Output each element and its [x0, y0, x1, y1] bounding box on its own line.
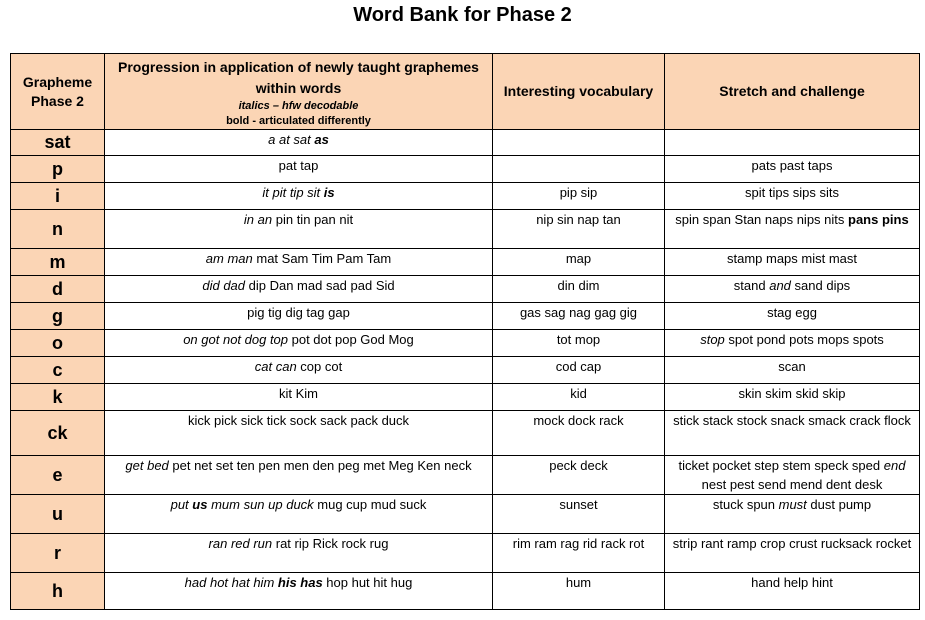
- stretch-cell: [665, 183, 920, 210]
- vocabulary-cell: [493, 210, 665, 249]
- grapheme-cell: d: [11, 276, 105, 303]
- progression-cell: [105, 411, 493, 456]
- header-progression: [105, 54, 493, 130]
- vocabulary-cell: [493, 156, 665, 183]
- grapheme-cell: g: [11, 303, 105, 330]
- word-segment: pin tin pan nit: [272, 212, 354, 227]
- word-segment: pats past taps: [751, 158, 833, 173]
- word-segment: did dad: [202, 278, 246, 293]
- progression-cell: [105, 573, 493, 610]
- table-row: [11, 495, 920, 534]
- page-title: Word Bank for Phase 2: [353, 4, 572, 26]
- vocabulary-cell: [493, 456, 665, 495]
- stretch-cell: [665, 573, 920, 610]
- header-note-italics: italics – hfw decodable: [238, 100, 359, 112]
- word-segment: had hot hat him: [184, 575, 278, 590]
- vocabulary-cell: [493, 183, 665, 210]
- word-segment: strip rant ramp crop crust rucksack rocket: [672, 536, 912, 551]
- vocabulary-cell: [493, 495, 665, 534]
- word-segment: stand: [733, 278, 770, 293]
- word-segment: scan: [778, 359, 806, 374]
- word-segment: pot dot pop God Mog: [288, 332, 414, 347]
- grapheme-cell: sat: [11, 130, 105, 156]
- word-segment: mug cup mud suck: [313, 497, 427, 512]
- vocabulary-cell: [493, 303, 665, 330]
- grapheme-cell: e: [11, 456, 105, 495]
- word-segment: nest pest send mend dent desk: [701, 477, 883, 492]
- progression-cell: [105, 130, 493, 156]
- word-segment: mat Sam Tim Pam Tam: [252, 251, 392, 266]
- table-row: [11, 249, 920, 276]
- word-segment: ticket pocket step stem speck sped: [678, 458, 884, 473]
- word-segment: his has: [277, 575, 323, 590]
- vocabulary-cell: [493, 276, 665, 303]
- word-segment: hand help hint: [751, 575, 833, 590]
- word-segment: is: [323, 185, 335, 200]
- progression-cell: [105, 384, 493, 411]
- word-segment: pat tap: [278, 158, 319, 173]
- grapheme-cell: h: [11, 573, 105, 610]
- progression-cell: [105, 330, 493, 357]
- stretch-cell: [665, 249, 920, 276]
- stretch-cell: [665, 384, 920, 411]
- word-segment: mum sun up duck: [207, 497, 314, 512]
- word-segment: kit Kim: [279, 386, 318, 401]
- word-segment: put: [170, 497, 193, 512]
- stretch-cell: [665, 456, 920, 495]
- word-segment: pet net set ten pen men den peg met Meg Ken neck: [168, 458, 472, 473]
- vocabulary-cell: [493, 384, 665, 411]
- grapheme-cell: i: [11, 183, 105, 210]
- word-segment: skin skim skid skip: [738, 386, 846, 401]
- stretch-cell: [665, 210, 920, 249]
- table-row: [11, 456, 920, 495]
- grapheme-cell: u: [11, 495, 105, 534]
- grapheme-cell: p: [11, 156, 105, 183]
- word-segment: kick pick sick tick sock sack pack duck: [187, 413, 410, 428]
- table-row: [11, 411, 920, 456]
- word-segment: on got not dog top: [183, 332, 289, 347]
- word-segment: a at sat: [268, 132, 315, 147]
- word-segment: kid: [570, 386, 587, 401]
- progression-cell: [105, 156, 493, 183]
- word-segment: sunset: [559, 497, 598, 512]
- word-segment: stop: [700, 332, 725, 347]
- table-row: [11, 384, 920, 411]
- word-segment: map: [565, 251, 592, 266]
- progression-cell: [105, 210, 493, 249]
- word-segment: cop cot: [296, 359, 343, 374]
- vocabulary-cell: [493, 357, 665, 384]
- word-segment: hop hut hit hug: [322, 575, 413, 590]
- grapheme-cell: r: [11, 534, 105, 573]
- table-row: [11, 534, 920, 573]
- header-note-bold: bold - articulated differently: [226, 115, 371, 127]
- stretch-cell: [665, 534, 920, 573]
- grapheme-cell: ck: [11, 411, 105, 456]
- stretch-cell: [665, 303, 920, 330]
- word-segment: and: [769, 278, 791, 293]
- word-segment: rat rip Rick rock rug: [272, 536, 389, 551]
- word-segment: tot mop: [556, 332, 601, 347]
- word-segment: cod cap: [555, 359, 602, 374]
- progression-cell: [105, 276, 493, 303]
- word-segment: gas sag nag gag gig: [519, 305, 638, 320]
- stretch-cell: [665, 495, 920, 534]
- word-segment: stag egg: [767, 305, 817, 320]
- word-segment: peck deck: [549, 458, 608, 473]
- word-segment: as: [314, 132, 329, 147]
- progression-cell: [105, 357, 493, 384]
- word-segment: get bed: [125, 458, 169, 473]
- word-segment: dust pump: [806, 497, 872, 512]
- word-segment: in an: [243, 212, 273, 227]
- table-row: [11, 183, 920, 210]
- word-segment: hum: [565, 575, 592, 590]
- header-stretch: Stretch and challenge: [665, 54, 920, 130]
- vocabulary-cell: [493, 534, 665, 573]
- word-segment: dip Dan mad sad pad Sid: [245, 278, 395, 293]
- grapheme-cell: m: [11, 249, 105, 276]
- header-vocabulary: Interesting vocabulary: [493, 54, 665, 130]
- stretch-cell: [665, 411, 920, 456]
- word-segment: cat can: [254, 359, 297, 374]
- word-segment: pig tig dig tag gap: [247, 305, 350, 320]
- progression-cell: [105, 456, 493, 495]
- table-row: [11, 130, 920, 156]
- vocabulary-cell: [493, 249, 665, 276]
- grapheme-cell: o: [11, 330, 105, 357]
- word-segment: pip sip: [559, 185, 598, 200]
- stretch-cell: [665, 276, 920, 303]
- word-segment: spit tips sips sits: [745, 185, 839, 200]
- word-segment: nip sin nap tan: [536, 212, 621, 227]
- word-segment: pans pins: [848, 212, 909, 227]
- progression-cell: [105, 249, 493, 276]
- word-segment: rim ram rag rid rack rot: [512, 536, 645, 551]
- header-row: [11, 54, 920, 130]
- table-row: [11, 276, 920, 303]
- word-segment: end: [883, 458, 906, 473]
- progression-cell: [105, 303, 493, 330]
- word-segment: us: [192, 497, 208, 512]
- vocabulary-cell: [493, 411, 665, 456]
- grapheme-cell: k: [11, 384, 105, 411]
- word-segment: stamp maps mist mast: [726, 251, 858, 266]
- table-row: [11, 156, 920, 183]
- word-segment: am man: [205, 251, 253, 266]
- word-bank-table: [10, 53, 920, 610]
- word-segment: stick stack stock snack smack crack flock: [673, 413, 911, 428]
- stretch-cell: [665, 330, 920, 357]
- table-row: [11, 573, 920, 610]
- word-segment: spot pond pots mops spots: [724, 332, 884, 347]
- word-segment: it pit tip sit: [262, 185, 324, 200]
- progression-cell: [105, 495, 493, 534]
- word-segment: mock dock rack: [533, 413, 624, 428]
- word-segment: spin span Stan naps nips nits: [675, 212, 849, 227]
- table-row: [11, 210, 920, 249]
- table-row: [11, 330, 920, 357]
- grapheme-cell: n: [11, 210, 105, 249]
- word-segment: stuck spun: [712, 497, 779, 512]
- progression-cell: [105, 183, 493, 210]
- header-progression-title: Progression in application of newly taught graphemes within words: [118, 59, 479, 96]
- header-grapheme: Grapheme Phase 2: [11, 54, 105, 130]
- vocabulary-cell: [493, 130, 665, 156]
- progression-cell: [105, 534, 493, 573]
- grapheme-cell: c: [11, 357, 105, 384]
- vocabulary-cell: [493, 330, 665, 357]
- word-segment: ran red run: [208, 536, 273, 551]
- stretch-cell: [665, 156, 920, 183]
- vocabulary-cell: [493, 573, 665, 610]
- table-row: [11, 303, 920, 330]
- table-row: [11, 357, 920, 384]
- stretch-cell: [665, 357, 920, 384]
- stretch-cell: [665, 130, 920, 156]
- word-segment: must: [778, 497, 807, 512]
- word-segment: din dim: [557, 278, 600, 293]
- word-segment: sand dips: [790, 278, 851, 293]
